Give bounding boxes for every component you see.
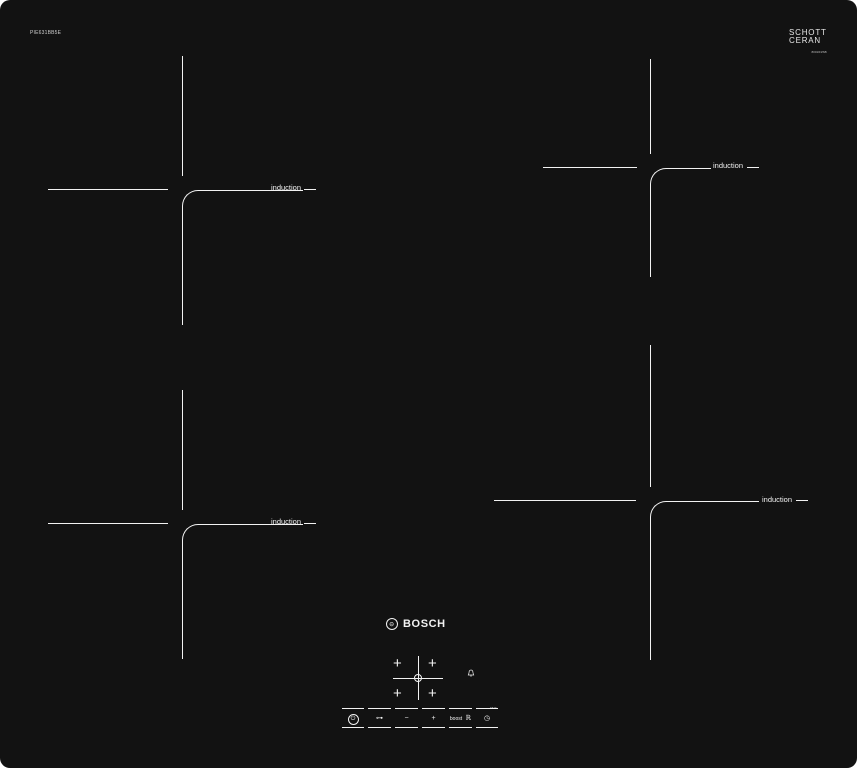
button-top-line [476,708,498,709]
schott-ceran-logo [789,29,827,56]
plus-button[interactable] [420,712,447,728]
bell-icon[interactable] [467,669,475,677]
bosch-armature-icon: ⊖ [386,618,398,630]
button-underline [395,727,418,728]
button-underline [342,727,364,728]
minus-button[interactable] [393,712,420,728]
bosch-logo [386,618,446,630]
button-top-line [368,708,391,709]
boost-icon: ℝ [465,715,472,722]
timer-icon: ◷ [483,715,491,722]
button-top-line [395,708,418,709]
zone-marker-line [543,167,637,168]
boost-button[interactable] [447,712,474,728]
zone-marker-line [796,500,808,501]
zone-marker-line [48,189,168,190]
zone-marker-line [48,523,168,524]
model-code: PIE631BB5E [30,30,62,36]
zone-corner-marker [182,524,303,659]
button-top-line [422,708,445,709]
zone-marker-line [182,56,183,176]
zone-label: induction [713,161,744,170]
button-top-line [449,708,472,709]
plus-icon: + [431,715,436,722]
zone-marker-line [650,345,651,487]
logo-line-1: SCHOTT [789,28,827,37]
button-underline [368,727,391,728]
zone-marker-line [304,523,316,524]
logo-line-2: CERAN [789,36,822,45]
zone-center-icon [414,674,422,682]
zone-marker-line [182,390,183,510]
child-lock-button[interactable] [366,712,393,728]
zone-marker-line [650,59,651,154]
control-panel [340,712,500,728]
power-icon: ⏻ [348,714,359,725]
zone-marker-line [747,167,759,168]
button-top-line [342,708,364,709]
button-underline [476,727,498,728]
zone-select-front-left-button[interactable]: + [393,655,402,672]
zone-corner-marker [650,501,759,660]
power-button[interactable] [340,712,366,728]
zone-label: induction [762,495,793,504]
zone-label: induction [271,183,302,192]
zone-select-rear-left-button[interactable]: + [393,685,402,702]
boost-label: boost [449,716,463,722]
button-underline [449,727,472,728]
button-underline [422,727,445,728]
minus-icon: − [404,715,409,722]
zone-select-rear-right-button[interactable]: + [428,685,437,702]
brand-name: BOSCH [403,618,446,630]
zone-corner-marker [182,190,303,325]
zone-marker-line [304,189,316,190]
zone-marker-line [494,500,636,501]
logo-small-text: 8001IFZSB [811,50,827,54]
timer-button[interactable] [474,712,500,728]
zone-label: induction [271,517,302,526]
zone-select-front-right-button[interactable]: + [428,655,437,672]
lock-icon: ⊶ [376,715,383,722]
zone-corner-marker [650,168,711,277]
